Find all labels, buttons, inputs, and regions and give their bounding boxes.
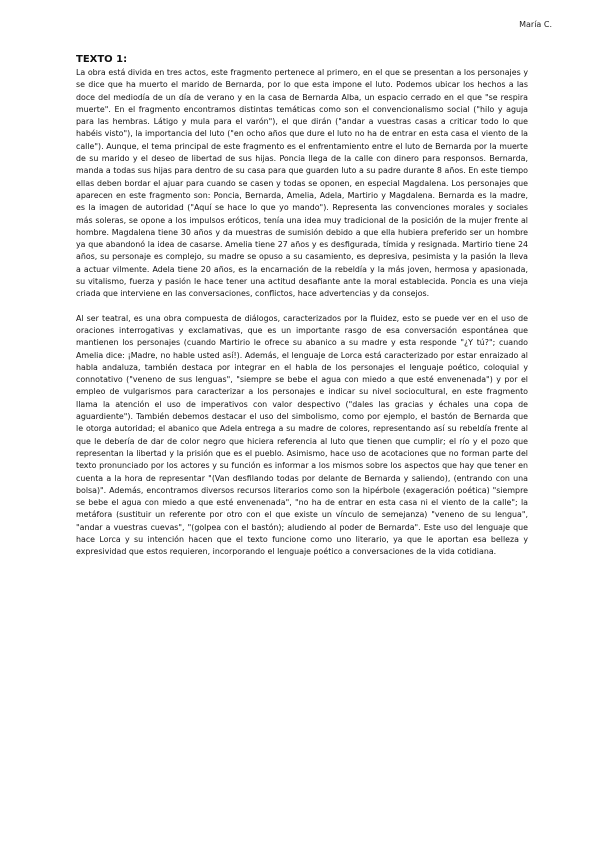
paragraph-1: La obra está divida en tres actos, este fragmento pertenece al primero, en el que se presentan a los personajes y se dice que ha muerto el marido de Bernarda, por lo que esta impone el luto. Podemos ubicar los hechos a las doce del mediodía de un día de verano y en la casa de Bernarda Alba, un espacio cerrado en el que "se respira muerte". En el fragmento encontramos distintas temáticas como son el convencionalismo social ("hilo y aguja para las hembras. Látigo y mula para el varón"), el que dirán ("andar a vuestras casas a criticar todo lo que habéis visto"), la importancia del luto ("en ocho años que dure el luto no ha de entrar en esta casa el viento de la calle"). Aunque, el tema principal de este fragmento es el enfrentamiento entre el luto de Bernarda por la muerte de su marido y el deseo de libertad de sus hijas. Poncia llega de la calle con dinero para responsos. Bernarda, manda a todas sus hijas para dentro de su casa para que guarden luto a su padre durante 8 años. En este tiempo ellas deben bordar el ajuar para cuando se casen y todas se oponen, en especial Magdalena. Los personajes que aparecen en este fragmento son: Poncia, Bernarda, Amelia, Adela, Martirio y Magdalena. Bernarda es la madre, es la imagen de autoridad ("Aquí se hace lo que yo mando"). Representa las convenciones morales y sociales más soleras, se opone a los impulsos eróticos, tenía una idea muy tradicional de la posición de la mujer frente al hombre. Magdalena tiene 30 años y da muestras de sumisión debido a que ella hubiera preferido ser un hombre ya que abandonó la idea de casarse. Amelia tiene 27 años y es desfigurada, tímida y resignada. Martirio tiene 24 años, su personaje es complejo, su madre se opuso a su casamiento, es depresiva, pesimista y la pasión la lleva a actuar vilmente. Adela tiene 20 años, es la encarnación de la rebeldía y la más joven, hermosa y apasionada, su vitalismo, fuerza y pasión le hace tener una actitud desafiante ante la moral establecida. Poncia es una vieja criada que interviene en las conversaciones, conflictos, hace advertencias y da consejos. [76, 68, 528, 299]
document-title: TEXTO 1: [76, 54, 128, 65]
author-name: María C. [519, 20, 552, 29]
document-body [76, 54, 528, 559]
paragraph-2: Al ser teatral, es una obra compuesta de diálogos, caracterizados por la fluidez, esto se puede ver en el uso de oraciones interrogativas y exclamativas, que es un importante rasgo de esa conversación espontánea que mantienen los personajes (cuando Martirio le ofrece su abanico a su madre y esta responde "¿Y tú?"; cuando Amelia dice: ¡Madre, no hable usted así!). Además, el lenguaje de Lorca está caracterizado por estar enraizado al habla andaluza, también destaca por integrar en el habla de los personajes el lenguaje poético, coloquial y connotativo ("veneno de sus lenguas", "siempre se bebe el agua con miedo a que esté envenenada") y por el empleo de vulgarismos para caracterizar a los personajes e indicar su nivel sociocultural, en este fragmento llama la atención el uso de imperativos con valor despectivo ("dales las gracias y échales una copa de aguardiente"). También debemos destacar el uso del simbolismo, como por ejemplo, el bastón de Bernarda que le otorga autoridad; el abanico que Adela entrega a su madre de colores, representando así su rebeldía frente al que le debería de dar de color negro que hiciera referencia al luto que tienen que cumplir; el río y el pozo que representan la libertad y la prisión que es el pueblo. Asimismo, hace uso de acotaciones que no forman parte del texto pronunciado por los actores y su función es informar a los mismos sobre los aspectos que hay que tener en cuenta a la hora de representar "(Van desfilando todas por delante de Bernarda y saliendo), (entrando con una bolsa)". Además, encontramos diversos recursos literarios como son la hipérbole (exageración poética) "siempre se bebe el agua con miedo a que esté envenenada", "no ha de entrar en esta casa ni el viento de la calle"; la metáfora (sustituir un referente por otro con el que existe un vínculo de semejanza) "veneno de su lengua", "andar a vuestras cuevas", "(golpea con el bastón); aludiendo al poder de Bernarda". Este uso del lenguaje que hace Lorca y su intención hacen que el texto funcione como uno literario, ya que le aportan esa belleza y expresividad que estos requieren, incorporando el lenguaje poético a conversaciones de la vida cotidiana. [76, 313, 528, 557]
